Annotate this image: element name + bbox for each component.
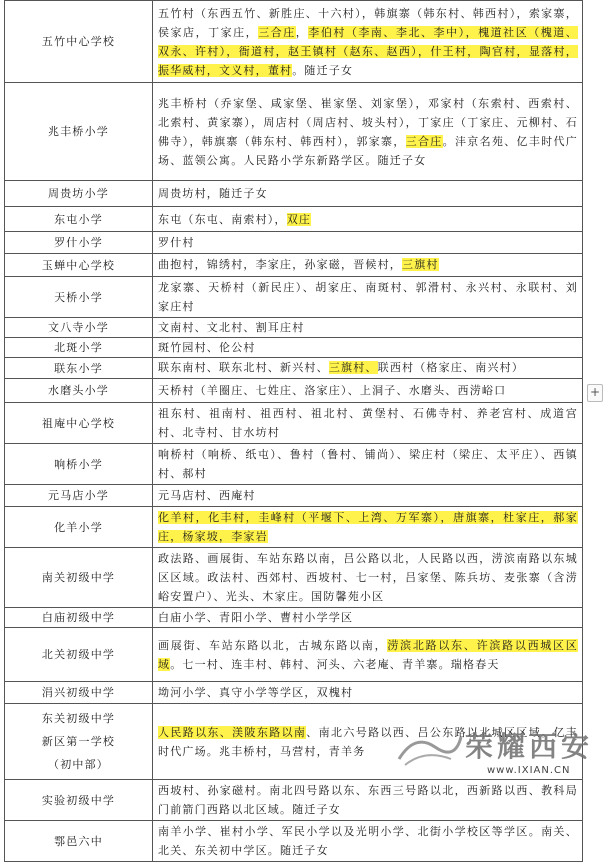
district-area-cell (153, 608, 583, 628)
table-row (5, 83, 583, 181)
district-area-cell (153, 232, 583, 254)
school-name-cell: 化羊小学 (5, 507, 153, 548)
watermark-url: www.IXIAN.CN (487, 765, 571, 776)
area-text: 祖东村、祖南村、祖西村、祖北村、黄堡村、石佛寺村、养老宫村、成道宫村、北寺村、甘水坊村 (158, 407, 578, 439)
district-area-cell (153, 507, 583, 548)
highlighted-area-text: 三旗村 (402, 258, 439, 271)
school-name-cell: 涓兴初级中学 (5, 682, 153, 704)
area-text: 五竹村（东西五竹、新胜庄、十六村），韩旗寨（韩东村、韩西村），索家寨，侯家店，丁家庄， (158, 6, 578, 39)
area-text: 响桥村（响桥、纸屯）、鲁村（鲁村、铺尚）、梁庄村（梁庄、太平庄）、西镇村、郝村 (158, 448, 578, 480)
district-area-cell (153, 338, 583, 358)
table-row (5, 628, 583, 682)
highlighted-area-text: 人民路以东、渼陂东路以南 (158, 725, 307, 739)
area-text: 天桥村（羊圈庄、七姓庄、洛家庄）、上洞子、水磨头、西涝峪口 (158, 384, 507, 397)
table-row (5, 444, 583, 485)
table-row (5, 821, 583, 862)
district-area-cell (153, 318, 583, 338)
area-text: 周贵坊村，随迁子女 (158, 187, 268, 200)
highlighted-area-text: 三合庄 (405, 134, 443, 148)
school-name-cell: 东屯小学 (5, 207, 153, 232)
district-area-cell (153, 1, 583, 83)
area-text: 、南北六号路以西、吕公东路以北城区区域。亿丰时代广场。兆丰桥村，马营村，青羊务 (158, 725, 578, 758)
area-text: 画展街、车站东路以北，古城东路以南， (158, 638, 388, 652)
table-row (5, 780, 583, 821)
table-row (5, 254, 583, 277)
area-text: 坳河小学、真守小学等学区，双槐村 (158, 686, 354, 699)
table-row (5, 338, 583, 358)
school-name-cell: 水磨头小学 (5, 379, 153, 403)
table-row (5, 1, 583, 83)
district-area-cell (153, 207, 583, 232)
add-button[interactable]: + (587, 384, 603, 402)
school-name-cell: 东关初级中学 新区第一学校 （初中部） (5, 704, 153, 780)
district-area-cell (153, 628, 583, 682)
area-text: 东屯（东屯、南索村）， (158, 212, 287, 226)
area-text: 曲抱村，锦绣村，李家庄，孙家磁，晋候村， (158, 258, 402, 271)
table-row (5, 232, 583, 254)
table-row (5, 403, 583, 444)
district-area-cell (153, 780, 583, 821)
area-text: 元马店村、西庵村 (158, 489, 256, 502)
district-area-cell (153, 358, 583, 379)
site-watermark (395, 725, 595, 785)
school-name-cell: 祖庵中心学校 (5, 403, 153, 444)
school-name-cell: 实验初级中学 (5, 780, 153, 821)
school-name-cell: 元马店小学 (5, 485, 153, 507)
district-area-cell (153, 403, 583, 444)
district-area-cell (153, 548, 583, 608)
watermark-brand: 荣耀西安 (465, 730, 594, 763)
area-text: 罗什村 (158, 236, 195, 249)
table-row (5, 379, 583, 403)
table-row (5, 548, 583, 608)
table-row (5, 318, 583, 338)
school-name-cell: 北斑小学 (5, 338, 153, 358)
table-row (5, 181, 583, 207)
district-area-cell (153, 485, 583, 507)
highlighted-area-text: 涝滨北路以东、许滨路以西城区区域 (158, 638, 578, 671)
district-area-cell (153, 682, 583, 704)
area-text: ， (295, 25, 309, 39)
highlighted-area-text: 董村 (267, 63, 293, 77)
school-name-cell: 联东小学 (5, 358, 153, 379)
school-name-cell: 鄠邑六中 (5, 821, 153, 862)
highlighted-area-text: 什王村，陶官村，显落村，振华威村，文义村， (158, 44, 579, 77)
area-text: 联东南村、联东北村、新兴村、 (158, 361, 329, 374)
district-area-cell (153, 379, 583, 403)
school-name-cell: 文八寺小学 (5, 318, 153, 338)
table-row (5, 485, 583, 507)
highlighted-area-text: 李伯村（李南、李北、李中），槐道社区（槐道、双永、许村）， (158, 25, 578, 58)
watermark-brush-icon (395, 729, 465, 769)
highlighted-area-text: 化羊村，化丰村，圭峰村（平堰下、上湾、万军寨），唐旗寨，杜家庄，郝家庄，杨家坡，李家岩 (158, 511, 578, 543)
highlighted-area-text: 衙道村，赵王镇村（赵东、赵西）， (238, 44, 431, 58)
area-text: 龙家寨、天桥村（新民庄）、胡家庄、南斑村、郭滑村、永兴村、永联村、刘家庄村 (158, 281, 578, 313)
school-name-cell: 天桥小学 (5, 277, 153, 318)
highlighted-area-text: 三合庄 (258, 25, 296, 39)
area-text: 。随迁子女 (292, 63, 354, 77)
table-row (5, 608, 583, 628)
table-row (5, 207, 583, 232)
area-text: 白庙小学、青阳小学、曹村小学学区 (158, 611, 354, 624)
table-row (5, 682, 583, 704)
area-text: 。七一村、连丰村、韩村、河头、六老庵、青羊寨。瑞格春天 (170, 657, 500, 671)
area-text: 兆丰桥村（乔家堡、咸家堡、崔家堡、刘家堡），邓家村（东索村、西索村、北索村、黄家寨），周店村（周店村、坡头村），丁家庄（丁家庄、元柳村、石佛寺），韩旗寨（韩东村、韩西村），郭家寨， (158, 96, 578, 148)
area-text: 斑竹园村、伦公村 (158, 341, 256, 354)
district-area-cell (153, 277, 583, 318)
school-name-cell: 周贵坊小学 (5, 181, 153, 207)
area-text: 西坡村、孙家磁村。南北四号路以东、东西三号路以北，西新路以西、教科局门前箭门西路以北区域。随迁子女 (158, 784, 578, 816)
district-area-cell (153, 444, 583, 485)
school-name-cell: 南关初级中学 (5, 548, 153, 608)
school-name-cell: 玉蝉中心学校 (5, 254, 153, 277)
school-name-cell: 北关初级中学 (5, 628, 153, 682)
table-row (5, 277, 583, 318)
area-text: 。沣京名苑、亿丰时代广场、蓝领公寓。人民路小学东新路学区。随迁子女 (158, 134, 578, 167)
area-text: 文南村、文北村、割耳庄村 (158, 321, 305, 334)
school-name-cell: 五竹中心学校 (5, 1, 153, 83)
area-text: 联西村（格家庄、南兴村） (377, 361, 525, 374)
table-row (5, 507, 583, 548)
area-text: 南羊小学、崔村小学、军民小学以及光明小学、北街小学校区等学区。南关、北关、东关初中学区。随迁子女 (158, 825, 578, 857)
district-area-cell (153, 254, 583, 277)
school-name-cell: 白庙初级中学 (5, 608, 153, 628)
district-area-cell (153, 821, 583, 862)
school-name-cell: 响桥小学 (5, 444, 153, 485)
school-name-cell: 罗什小学 (5, 232, 153, 254)
highlighted-area-text: 双庄 (286, 212, 312, 226)
district-area-cell (153, 83, 583, 181)
table-row (5, 358, 583, 379)
school-name-cell: 兆丰桥小学 (5, 83, 153, 181)
district-area-cell (153, 181, 583, 207)
highlighted-area-text: 三旗村、 (328, 361, 378, 374)
area-text: 政法路、画展街、车站东路以南，吕公路以北，人民路以西，涝滨南路以东城区区域。政法村、西郊村、西坡村、七一村，吕家堡、陈兵坊、麦张寨（含涝峪安置户）、光头、木家庄。国防馨苑小区 (158, 552, 578, 603)
